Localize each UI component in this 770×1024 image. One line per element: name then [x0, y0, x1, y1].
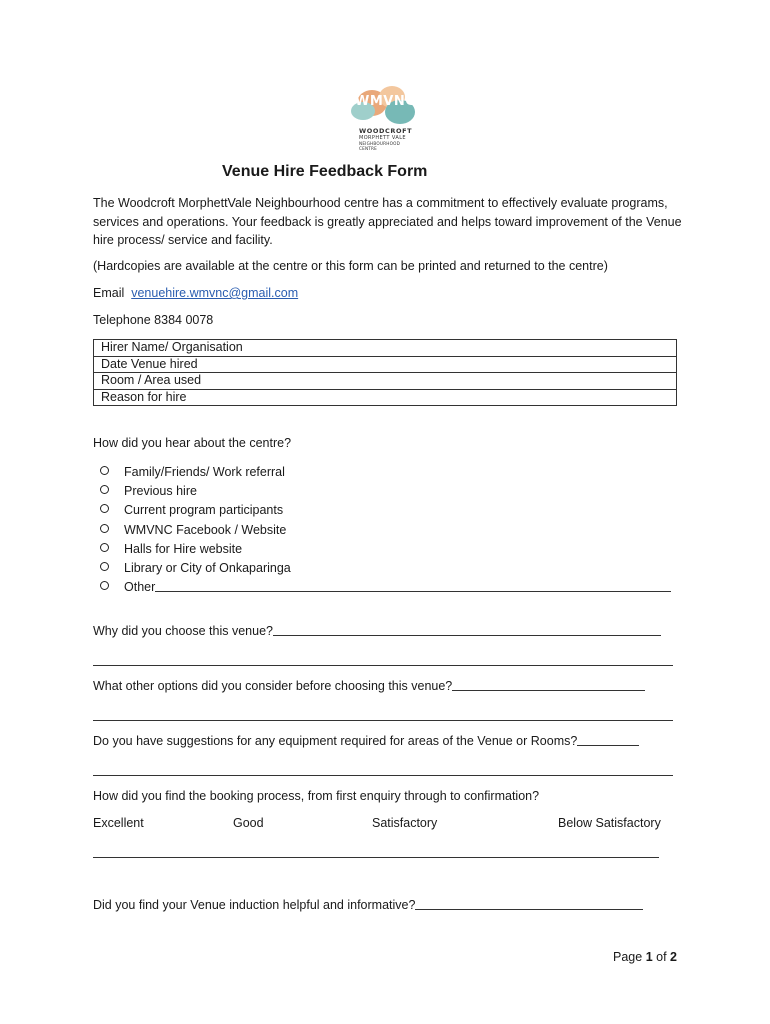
question-text: What other options did you consider before choosing this venue?	[93, 679, 453, 693]
option-label: WMVNC Facebook / Website	[124, 522, 287, 537]
option-label: Family/Friends/ Work referral	[124, 465, 285, 479]
logo-line-3: NEIGHBOURHOOD CENTRE	[359, 141, 401, 151]
question-induction	[93, 896, 643, 914]
room-area-field[interactable]: Room / Area used	[94, 373, 677, 390]
hear-options-list	[100, 463, 671, 597]
question-other-options	[93, 677, 645, 695]
answer-line[interactable]	[273, 623, 661, 636]
radio-circle-icon[interactable]	[100, 504, 109, 513]
email-line	[93, 284, 298, 302]
radio-circle-icon[interactable]	[100, 524, 109, 533]
radio-circle-icon[interactable]	[100, 485, 109, 494]
answer-line[interactable]	[452, 678, 645, 691]
page-total: 2	[670, 950, 677, 964]
answer-line[interactable]	[93, 720, 673, 721]
rating-below-satisfactory[interactable]: Below Satisfactory	[558, 816, 661, 830]
answer-line[interactable]	[93, 665, 673, 666]
question-booking-process: How did you find the booking process, from first enquiry through to confirmation?	[93, 789, 540, 803]
answer-line[interactable]	[577, 733, 639, 746]
option-label: Halls for Hire website	[124, 541, 243, 556]
list-item[interactable]	[100, 521, 671, 540]
page-of: of	[656, 950, 667, 964]
hirer-name-field[interactable]: Hirer Name/ Organisation	[94, 340, 677, 357]
list-item[interactable]	[100, 540, 671, 559]
answer-line[interactable]	[93, 775, 673, 776]
email-label: Email	[93, 286, 125, 300]
option-label: Previous hire	[124, 484, 197, 499]
answer-line[interactable]	[415, 897, 643, 910]
option-label: Library or City of Onkaparinga	[124, 560, 291, 575]
list-item[interactable]	[100, 482, 671, 501]
option-label: Current program participants	[124, 503, 284, 518]
hardcopy-note: (Hardcopies are available at the centre or this form can be printed and returned to the centre)	[93, 259, 608, 273]
telephone-line: Telephone 8384 0078	[93, 313, 214, 327]
question-text: Why did you choose this venue?	[93, 624, 273, 638]
logo-line-1: WOODCROFT	[359, 127, 413, 135]
radio-circle-icon[interactable]	[100, 562, 109, 571]
logo-line-2: MORPHETT VALE	[359, 135, 406, 141]
list-item[interactable]	[100, 463, 671, 482]
table-row	[94, 340, 677, 357]
answer-line[interactable]	[93, 857, 659, 858]
question-text: Did you find your Venue induction helpful and informative?	[93, 898, 416, 912]
radio-circle-icon[interactable]	[100, 466, 109, 475]
list-item[interactable]	[100, 559, 671, 578]
page-current: 1	[645, 950, 653, 964]
list-item[interactable]	[100, 578, 671, 597]
table-row	[94, 356, 677, 373]
rating-good[interactable]: Good	[233, 816, 264, 830]
question-text: Do you have suggestions for any equipment required for areas of the Venue or Rooms?	[93, 734, 578, 748]
rating-satisfactory[interactable]: Satisfactory	[372, 816, 438, 830]
table-row	[94, 373, 677, 390]
list-item[interactable]	[100, 501, 671, 520]
question-suggestions	[93, 732, 639, 750]
question-hear-about: How did you hear about the centre?	[93, 436, 292, 450]
option-label: Other	[124, 580, 156, 595]
hire-details-table	[93, 339, 677, 406]
page-prefix: Page	[613, 950, 643, 964]
other-answer-line[interactable]	[155, 579, 671, 592]
date-hired-field[interactable]: Date Venue hired	[94, 356, 677, 373]
table-row	[94, 389, 677, 406]
intro-paragraph: The Woodcroft MorphettVale Neighbourhood centre has a commitment to effectively evaluate programs, services and operations. Your feedback is greatly appreciated and helps toward improvement of the Venue hire process/ service and facility.	[93, 196, 682, 247]
logo-mark: WMVNC	[355, 94, 416, 109]
radio-circle-icon[interactable]	[100, 581, 109, 590]
wmvnc-logo	[349, 84, 421, 151]
radio-circle-icon[interactable]	[100, 543, 109, 552]
page-number	[613, 948, 677, 966]
reason-field[interactable]: Reason for hire	[94, 389, 677, 406]
rating-excellent[interactable]: Excellent	[93, 816, 144, 830]
form-title: Venue Hire Feedback Form	[222, 163, 428, 180]
email-link[interactable]: venuehire.wmvnc@gmail.com	[131, 286, 299, 300]
question-why-venue	[93, 622, 661, 640]
